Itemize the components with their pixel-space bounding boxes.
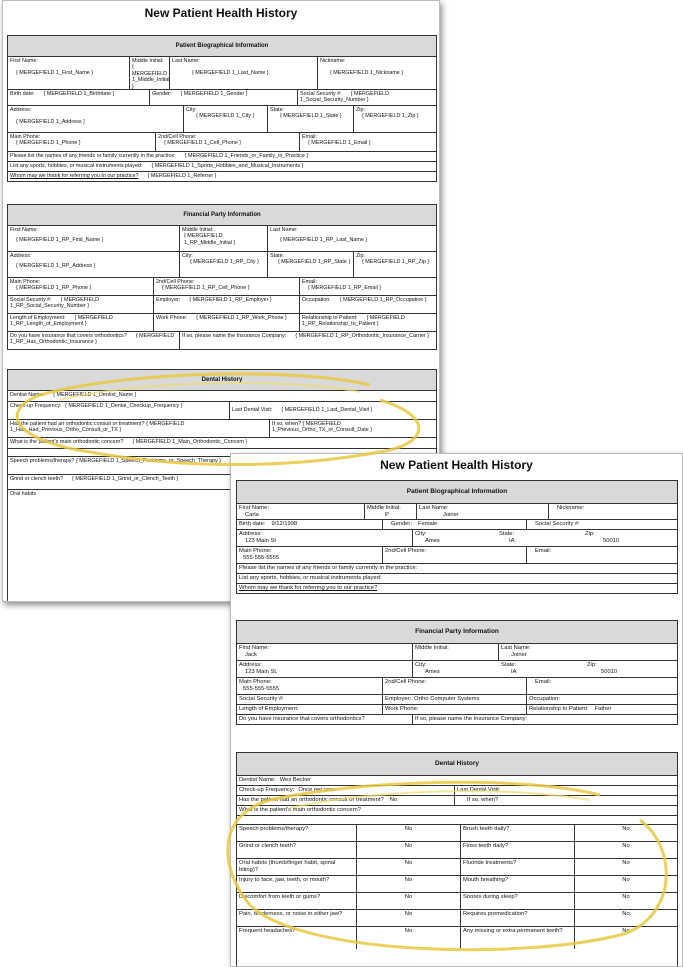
dental-history-section bbox=[236, 752, 678, 967]
main-phone-field[interactable]: Main Phone: { MERGEFIELD 1_Phone } bbox=[8, 133, 156, 151]
rp-ssn-field[interactable]: Social Security #: { MERGEFIELD 1_RP_Social_Security_Number } bbox=[8, 296, 154, 313]
rp-work-phone-field[interactable]: Work Phone: { MERGEFIELD 1_RP_Work_Phone } bbox=[154, 314, 300, 331]
question-answer[interactable]: No bbox=[357, 859, 461, 875]
state-field[interactable]: State: IA bbox=[499, 531, 515, 544]
dental-question-row bbox=[237, 910, 677, 927]
referrer-field[interactable]: Whom may we thank for referring you to our practice? { MERGEFIELD 1_Referrer } bbox=[10, 173, 217, 179]
hobbies-field[interactable]: List any sports, hobbies, or musical instruments played: { MERGEFIELD 1_Sports_Hobbies_and_Musical_Instruments } bbox=[10, 163, 304, 169]
rp-address-field[interactable]: Address: 123 Main St. bbox=[237, 661, 413, 677]
email-field[interactable]: Email: { MERGEFIELD 1_Email } bbox=[302, 134, 371, 147]
email-field[interactable]: Email: bbox=[535, 548, 552, 554]
first-name-field[interactable]: First Name: { MERGEFIELD 1_First_Name } bbox=[8, 57, 130, 89]
oral-habits-field[interactable]: Oral habits bbox=[8, 490, 234, 504]
patient-bio-section bbox=[236, 480, 678, 594]
financial-party-section bbox=[236, 620, 678, 725]
rp-ssn-field[interactable]: Social Security #: bbox=[237, 695, 383, 704]
rp-email-field[interactable]: Email: { MERGEFIELD 1_RP_Email } bbox=[302, 279, 382, 292]
rp-relationship-field[interactable]: Relationship to Patient: Father bbox=[529, 706, 612, 712]
patient-bio-section bbox=[7, 35, 437, 182]
question-answer[interactable]: No bbox=[357, 842, 461, 858]
nickname-field[interactable]: Nickname: bbox=[557, 505, 585, 511]
rp-zip-field[interactable]: Zip: { MERGEFIELD 1_RP_Zip } bbox=[356, 253, 430, 266]
question-answer[interactable]: No bbox=[622, 877, 630, 883]
question-label: Fluoride treatments? bbox=[461, 859, 575, 875]
ssn-field[interactable]: Social Security #: { MERGEFIELD 1_Social_Security_Number } bbox=[300, 91, 389, 104]
rp-city-field[interactable]: City: { MERGEFIELD 1_RP_City } bbox=[180, 252, 268, 277]
financial-party-section bbox=[7, 204, 437, 350]
rp-employer-field[interactable]: Employer: Ortho Computer Systems bbox=[383, 695, 527, 704]
referrer-field[interactable]: Whom may we thank for referring you to our practice? bbox=[239, 585, 378, 591]
city-field[interactable]: City: Ames bbox=[415, 531, 440, 544]
question-label: Mouth breathing? bbox=[461, 876, 575, 892]
checkup-frequency-field[interactable]: Check-up Frequency: Once per year bbox=[237, 786, 455, 795]
dental-question-row bbox=[237, 927, 677, 949]
speech-field[interactable]: Speech problems/therapy? { MERGEFIELD 1_Speech_Problems_or_Speech_Therapy } bbox=[8, 457, 234, 474]
rp-main-phone-field[interactable]: Main Phone: { MERGEFIELD 1_RP_Phone } bbox=[8, 278, 154, 295]
question-label: Brush teeth daily? bbox=[461, 825, 575, 841]
dentist-name-field[interactable]: Dentist Name: Wes Becker bbox=[239, 777, 311, 783]
question-label: Snores during sleep? bbox=[461, 893, 575, 909]
question-label: Oral habits (thumb/finger habit, spinal biting)? bbox=[237, 859, 357, 875]
question-label: Any missing or extra permanent teeth? bbox=[461, 927, 575, 949]
rp-employer-field[interactable]: Employer: { MERGEFIELD 1_RP_Employer } bbox=[154, 296, 300, 313]
dental-question-row bbox=[237, 859, 677, 876]
rp-work-phone-field[interactable]: Work Phone: bbox=[383, 705, 527, 714]
rp-relationship-field[interactable]: Relationship to Patient: { MERGEFIELD 1_RP_Relationship_to_Patient } bbox=[302, 315, 405, 328]
rp-insurance-company-field[interactable]: If so, please name the Insurance Company: bbox=[415, 716, 528, 722]
filled-document bbox=[230, 453, 683, 967]
birth-date-field[interactable]: Birth date: 9/12/1998 bbox=[237, 520, 383, 529]
birth-date-field[interactable]: Birth date: { MERGEFIELD 1_Birthdate } bbox=[8, 90, 150, 105]
rp-insurance-field[interactable]: Do you have insurance that covers orthodontics? bbox=[237, 715, 413, 724]
question-answer[interactable]: No bbox=[622, 860, 630, 866]
section-header: Patient Biographical Information bbox=[8, 36, 436, 57]
rp-insurance-company-field[interactable]: If so, please name the Insurance Company: { MERGEFIELD 1_RP_Orthodontic_Insurance_Carrier } bbox=[182, 333, 429, 339]
grind-field[interactable]: Grind or clench teeth? { MERGEFIELD 1_Grind_or_Clench_Teeth } bbox=[8, 475, 234, 489]
rp-cell-phone-field[interactable]: 2nd/Cell Phone: { MERGEFIELD 1_RP_Cell_Phone } bbox=[154, 278, 300, 295]
rp-employment-length-field[interactable]: Length of Employment: { MERGEFIELD 1_RP_Length_of_Employment } bbox=[8, 314, 154, 331]
rp-occupation-field[interactable]: Occupation: { MERGEFIELD 1_RP_Occupation } bbox=[302, 297, 427, 303]
document-title: New Patient Health History bbox=[144, 6, 298, 20]
rp-address-field[interactable]: Address: { MERGEFIELD 1_RP_Address } bbox=[8, 252, 180, 277]
question-label: Discomfort from teeth or gums? bbox=[237, 893, 357, 909]
question-answer[interactable]: No bbox=[357, 893, 461, 909]
address-field[interactable]: Address: { MERGEFIELD 1_Address } bbox=[8, 106, 184, 132]
rp-main-phone-field[interactable]: Main Phone: 555-555-5555 bbox=[237, 678, 383, 694]
question-answer[interactable]: No bbox=[622, 911, 630, 917]
address-field[interactable]: Address: 123 Main St bbox=[237, 530, 413, 546]
document-title: New Patient Health History bbox=[380, 458, 533, 472]
rp-state-field[interactable]: State: { MERGEFIELD 1_RP_State } bbox=[268, 252, 354, 277]
question-answer[interactable]: No bbox=[622, 928, 630, 934]
question-label: Frequent headaches? bbox=[237, 927, 357, 949]
main-concern-field[interactable]: What is the patient's main orthodontic concern? { MERGEFIELD 1_Main_Orthodontic_Concern } bbox=[10, 439, 248, 445]
rp-first-name-field[interactable]: First Name: { MERGEFIELD 1_RP_First_Name } bbox=[8, 226, 180, 251]
prev-when-field[interactable]: If so, when? bbox=[467, 797, 499, 803]
rp-last-name-field[interactable]: Last Name: { MERGEFIELD 1_RP_Last_Name } bbox=[270, 227, 368, 244]
rp-middle-initial-field[interactable]: Middle Initial: { MERGEFIELD 1_RP_Middle_Initial } bbox=[180, 226, 268, 251]
question-answer[interactable]: No bbox=[357, 927, 461, 949]
state-field[interactable]: State: { MERGEFIELD 1_State } bbox=[268, 106, 354, 132]
nickname-field[interactable]: Nickname: { MERGEFIELD 1_Nickname } bbox=[320, 58, 404, 77]
first-name-field[interactable]: First Name: Carla bbox=[237, 504, 365, 519]
zip-field[interactable]: Zip: 50010 bbox=[585, 531, 620, 544]
question-label: Grind or clench teeth? bbox=[237, 842, 357, 858]
main-concern-field[interactable]: What is the patient's main orthodontic concern? bbox=[239, 807, 361, 813]
section-header: Financial Party Information bbox=[237, 621, 677, 644]
last-visit-field[interactable]: Last Dental Visit: { MERGEFIELD 1_Last_Dental_Visit } bbox=[232, 407, 373, 413]
dental-question-row bbox=[237, 825, 677, 842]
friends-field[interactable]: Please list the names of any friends or family currently in the practice: { MERGEFIELD 1_Friends_or_Family_in_Practice } bbox=[10, 153, 309, 159]
rp-occupation-field[interactable]: Occupation: bbox=[529, 696, 560, 702]
prev-when-field[interactable]: If so, when? { MERGEFIELD 1_Previous_Ortho_TX_or_Consult_Date } bbox=[272, 421, 373, 434]
rp-zip-field[interactable]: Zip: 50010 bbox=[587, 662, 618, 675]
dental-question-row bbox=[237, 842, 677, 859]
ssn-field[interactable]: Social Security #: bbox=[535, 521, 580, 527]
section-header: Dental History bbox=[8, 370, 436, 391]
question-answer[interactable]: No bbox=[622, 843, 630, 849]
question-answer[interactable]: No bbox=[622, 894, 630, 900]
city-field[interactable]: City: { MERGEFIELD 1_City } bbox=[184, 106, 268, 132]
rp-employment-length-field[interactable]: Length of Employment: bbox=[237, 705, 383, 714]
zip-field[interactable]: Zip: { MERGEFIELD 1_Zip } bbox=[356, 107, 419, 120]
question-answer[interactable]: No bbox=[357, 876, 461, 892]
rp-insurance-field[interactable]: Do you have insurance that covers orthodontics? { MERGEFIELD 1_RP_Has_Orthodontic_Insurance } bbox=[8, 332, 180, 349]
question-label: Speech problems/therapy? bbox=[237, 825, 357, 841]
question-answer[interactable]: No bbox=[622, 826, 630, 832]
section-header: Dental History bbox=[237, 753, 677, 776]
cell-phone-field[interactable]: 2nd/Cell Phone: { MERGEFIELD 1_Cell_Phone } bbox=[156, 133, 300, 151]
rp-city-field[interactable]: City: Ames bbox=[415, 662, 440, 675]
rp-cell-phone-field[interactable]: 2nd/Cell Phone: bbox=[383, 678, 527, 694]
question-label: Pain, tenderness, or noise in either jaw? bbox=[237, 910, 357, 926]
question-label: Injury to face, jaw, teeth, or mouth? bbox=[237, 876, 357, 892]
checkup-frequency-field[interactable]: Check-up Frequency: { MERGEFIELD 1_Dental_Checkup_Frequency } bbox=[8, 402, 230, 419]
gender-field[interactable]: Gender: { MERGEFIELD 1_Gender } bbox=[150, 90, 298, 105]
dentist-name-field[interactable]: Dentist Name: { MERGEFIELD 1_Dentist_Name } bbox=[10, 392, 137, 398]
section-header: Patient Biographical Information bbox=[237, 481, 677, 504]
rp-state-field[interactable]: State: IA bbox=[501, 662, 517, 675]
cell-phone-field[interactable]: 2nd/Cell Phone: bbox=[383, 547, 527, 563]
dental-question-row bbox=[237, 876, 677, 893]
rp-email-field[interactable]: Email: bbox=[535, 679, 552, 685]
last-name-field[interactable]: Last Name: Joiner bbox=[417, 504, 549, 519]
question-label: Requires premedication? bbox=[461, 910, 575, 926]
hobbies-field[interactable]: List any sports, hobbies, or musical instruments played: bbox=[239, 575, 382, 581]
rp-first-name-field[interactable]: First Name: Jack bbox=[237, 644, 413, 660]
dental-questions-table bbox=[237, 825, 677, 949]
prev-consult-field[interactable]: Has the patient had an orthodontic consult or treatment? { MERGEFIELD 1_Has_Had_Previous_Ortho_Consult_or_TX } bbox=[8, 420, 270, 437]
middle-initial-field[interactable]: Middle Initial: { MERGEFIELD 1_Middle_Initial } bbox=[132, 58, 170, 89]
rp-middle-initial-field[interactable]: Middle Initial: bbox=[413, 644, 499, 660]
question-answer[interactable]: No bbox=[357, 910, 461, 926]
middle-initial-field[interactable]: Middle Initial: P bbox=[365, 504, 417, 519]
dental-question-row bbox=[237, 893, 677, 910]
gender-field[interactable]: Gender: Female bbox=[383, 520, 527, 529]
main-phone-field[interactable]: Main Phone: 555-555-5555 bbox=[237, 547, 383, 563]
question-label: Floss teeth daily? bbox=[461, 842, 575, 858]
rp-last-name-field[interactable]: Last Name: Joiner bbox=[501, 645, 531, 658]
question-answer[interactable]: No bbox=[357, 825, 461, 841]
friends-field[interactable]: Please list the names of any friends or family currently in the practice: bbox=[239, 565, 418, 571]
section-header: Financial Party Information bbox=[8, 205, 436, 226]
last-visit-field[interactable]: Last Dental Visit: bbox=[457, 787, 501, 793]
last-name-field[interactable]: Last Name: { MERGEFIELD 1_Last_Name } bbox=[170, 57, 318, 89]
prev-consult-field[interactable]: Has the patient had an orthodontic consult or treatment? No bbox=[237, 796, 455, 805]
